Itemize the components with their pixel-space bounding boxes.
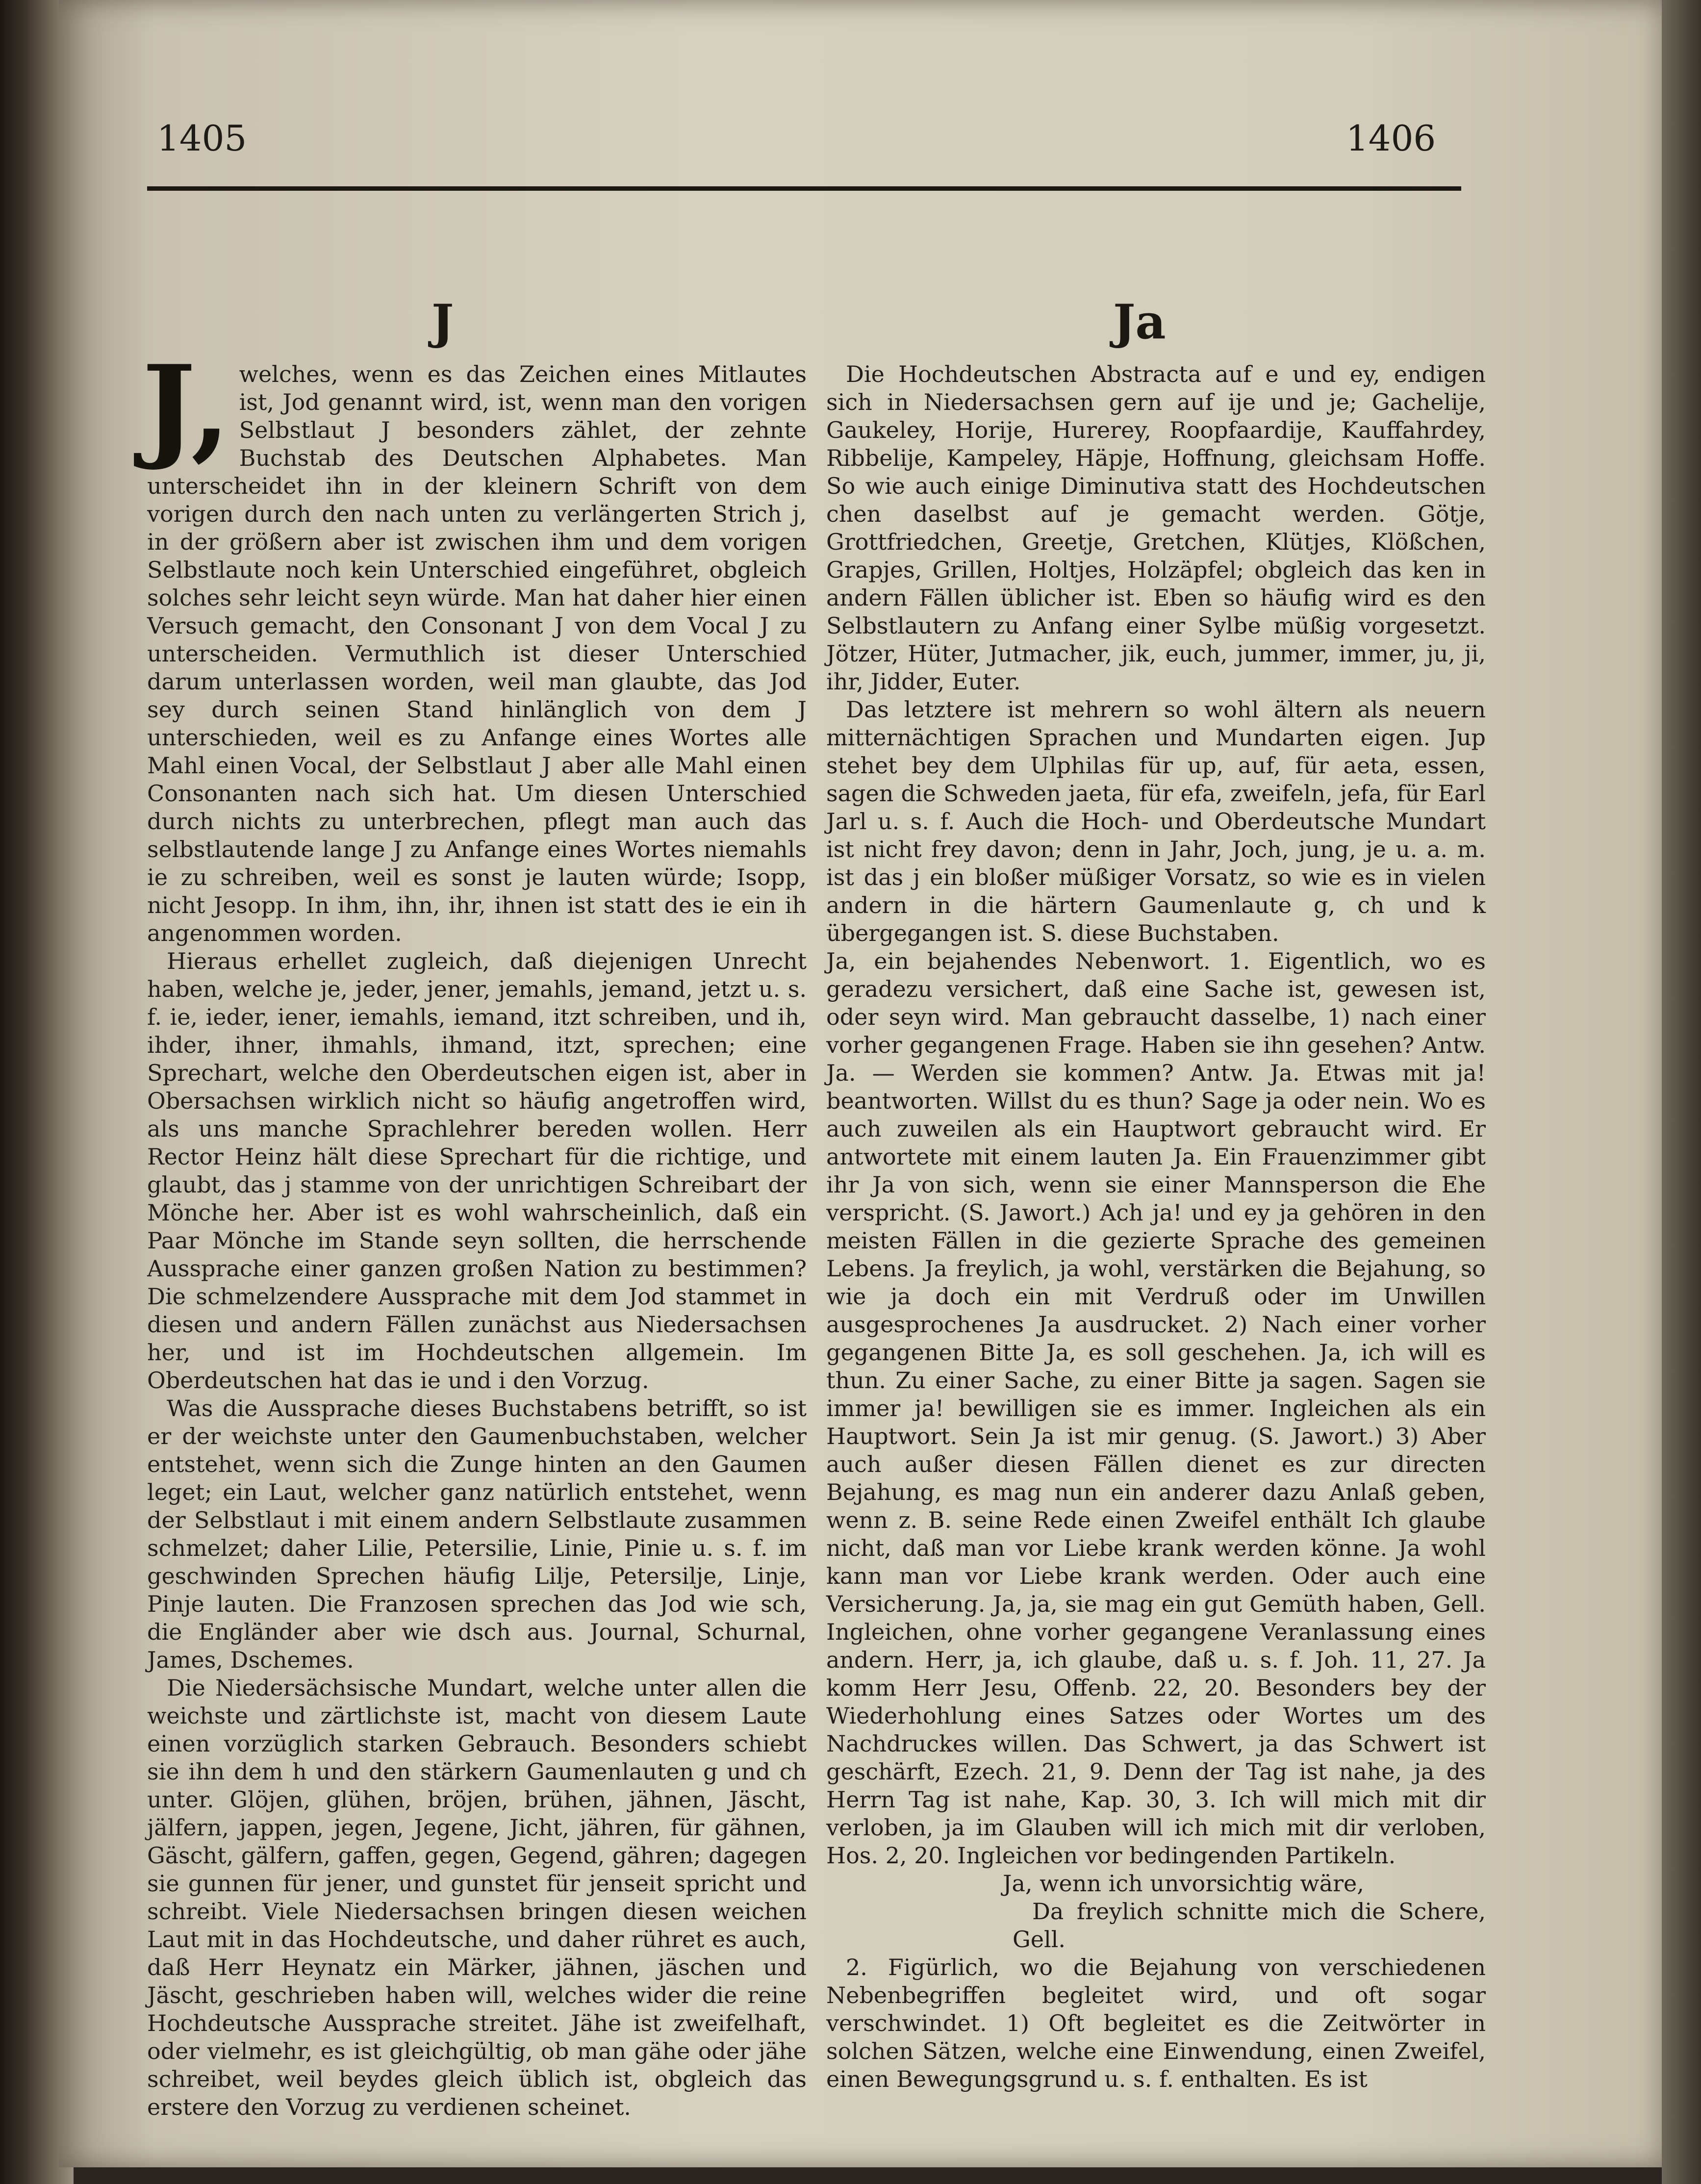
drop-cap: J, xyxy=(142,341,230,473)
left-paragraph-2: Hieraus erhellet zugleich, daß diejenigen Unrecht haben, welche je, jeder, jener, jemahls, jemand, jetzt u. s. f. ie, ieder, iener, iemahls, iemand, itzt schreiben, und ih, ihder, ihner, ihmahls, ihmand, itzt, sprechen; eine Sprechart, welche den Oberdeutschen eigen ist, aber in Obersachsen wirklich nicht so häufig angetroffen wird, als uns manche Sprachlehrer bereden wollen. Herr Rector Heinz hält diese Sprechart für die richtige, und glaubt, das j stamme von der unrichtigen Schreibart der Mönche her. Aber ist es wohl wahrscheinlich, daß ein Paar Mönche im Stande seyn sollten, die herrschende Aussprache einer ganzen großen Nation zu bestimmen? Die schmelzendere Aussprache mit dem Jod stammet in diesen und andern Fällen zunächst aus Niedersachsen her, und ist im Hochdeutschen allgemein. Im Oberdeutschen hat das ie und i den Vorzug. xyxy=(147,948,807,1394)
left-paragraph-1-text: welches, wenn es das Zeichen eines Mitlautes ist, Jod genannt wird, ist, wenn man den vorigen Selbstlaut J besonders zählet, der zehnte Buchstab des Deutschen Alphabetes. Man unterscheidet ihn in der kleinern Schrift von dem vorigen durch den nach unten zu verlängerten Strich j, in der größern aber ist zwischen ihm und dem vorigen Selbstlaute noch kein Unterschied eingeführet, obgleich solches sehr leicht seyn würde. Man hat daher hier einen Versuch gemacht, den Consonant J von dem Vocal J zu unterscheiden. Vermuthlich ist dieser Unterschied darum unterlassen worden, weil man glaubte, das Jod sey durch seinen Stand hinlänglich von dem J unterschieden, weil es zu Anfange eines Wortes alle Mahl einen Vocal, der Selbstlaut J aber alle Mahl einen Consonanten nach sich hat. Um diesen Unterschied durch nichts zu unterbrechen, pflegt man auch das selbstlautende lange J zu Anfange eines Wortes niemahls ie zu schreiben, weil es sonst je lauten würde; Isopp, nicht Jesopp. In ihm, ihn, ihr, ihnen ist statt des ie ein ih angenommen worden. xyxy=(147,361,807,946)
left-paragraph-1 xyxy=(142,341,807,947)
verse-line-1: Ja, wenn ich unvorsichtig wäre, xyxy=(1003,1870,1364,1897)
right-page-number: 1406 xyxy=(1346,118,1436,159)
page-edge xyxy=(1662,0,1701,2184)
right-paragraph-final: 2. Figürlich, wo die Bejahung von verschiedenen Nebenbegriffen begleitet wird, und oft sogar verschwindet. 1) Oft begleitet es die Zeitwörter in solchen Sätzen, welche eine Einwendung, einen Zweifel, einen Bewegungsgrund u. s. f. enthalten. Es ist xyxy=(826,1954,1486,2092)
left-page-number: 1405 xyxy=(157,118,247,159)
left-column-heading: J xyxy=(432,294,454,350)
left-paragraph-4: Die Niedersächsische Mundart, welche unter allen die weichste und zärtlichste ist, macht von diesem Laute einen vorzüglich starken Gebrauch. Besonders schiebt sie ihn dem h und den stärkern Gaumenlauten g und ch unter. Glöjen, glühen, bröjen, brühen, jähnen, Jäscht, jälfern, jappen, jegen, Jegene, Jicht, jähren, für gähnen, Gäscht, gälfern, gaffen, gegen, Gegend, gähren; dagegen sie gunnen für jener, und gunstet für jenseit spricht und schreibt. Viele Niedersachsen bringen diesen weichen Laut mit in das Hochdeutsche, und daher rühret es auch, daß Herr Heynatz ein Märker, jähnen, jäschen und Jäscht, geschrieben haben will, welches wider die reine Hochdeutsche Aussprache streitet. Jähe ist zweifelhaft, oder vielmehr, es ist gleichgültig, ob man gähe oder jähe schreibet, weil beydes gleich üblich ist, obgleich das erstere den Vorzug zu verdienen scheinet. xyxy=(147,1675,807,2120)
right-paragraph-2: Das letztere ist mehrern so wohl ältern als neuern mitternächtigen Sprachen und Mundarten eigen. Jup stehet bey dem Ulphilas für up, auf, für aeta, essen, sagen die Schweden jaeta, für efa, zweifeln, jefa, für Earl Jarl u. s. f. Auch die Hoch- und Oberdeutsche Mundart ist nicht frey davon; denn in Jahr, Joch, jung, je u. a. m. ist das j ein bloßer müßiger Vorsatz, so wie es in vielen andern in die härtern Gaumenlaute g, ch und k übergegangen ist. S. diese Buchstaben. xyxy=(826,696,1486,946)
header-rule xyxy=(147,186,1461,191)
right-column-heading: Ja xyxy=(1113,294,1166,350)
left-paragraph-3: Was die Aussprache dieses Buchstabens betrifft, so ist er der weichste unter den Gaumenbuchstaben, welcher entstehet, wenn sich die Zunge hinten an den Gaumen leget; ein Laut, welcher ganz natürlich entstehet, wenn der Selbstlaut i mit einem andern Selbstlaute zusammen schmelzet; daher Lilie, Petersilie, Linie, Pinie u. s. f. im geschwinden Sprechen häufig Lilje, Petersilje, Linje, Pinje lauten. Die Franzosen sprechen das Jod wie sch, die Engländer aber wie dsch aus. Journal, Schurnal, James, Dschemes. xyxy=(147,1395,807,1673)
entry-ja: Ja, ein bejahendes Nebenwort. 1. Eigentlich, wo es geradezu versichert, daß eine Sache ist, gewesen ist, oder seyn wird. Man gebraucht dasselbe, 1) nach einer vorher gegangenen Frage. Haben sie ihn gesehen? Antw. Ja. — Werden sie kommen? Antw. Ja. Etwas mit ja! beantworten. Willst du es thun? Sage ja oder nein. Wo es auch zuweilen als ein Hauptwort gebraucht wird. Er antwortete mit einem lauten Ja. Ein Frauenzimmer gibt ihr Ja von sich, wenn sie einer Mannsperson die Ehe verspricht. (S. Jawort.) Ach ja! und ey ja gehören in den meisten Fällen in die gezierte Sprache des gemeinen Lebens. Ja freylich, ja wohl, verstärken die Bejahung, so wie ja doch ein mit Verdruß oder im Unwillen ausgesprochenes Ja ausdrucket. 2) Nach einer vorher gegangenen Bitte Ja, es soll geschehen. Ja, ich will es thun. Zu einer Sache, zu einer Bitte ja sagen. Sagen sie immer ja! bewilligen sie es immer. Ingleichen als ein Hauptwort. Sein Ja ist mir genug. (S. Jawort.) 3) Aber auch außer diesen Fällen dienet es zur directen Bejahung, es mag nun ein anderer dazu Anlaß geben, wenn z. B. seine Rede einen Zweifel enthält Ich glaube nicht, daß man vor Liebe krank werden könne. Ja wohl kann man vor Liebe krank werden. Oder auch eine Versicherung. Ja, ja, sie mag ein gut Gemüth haben, Gell. Ingleichen, ohne vorher gegangene Veranlassung eines andern. Herr, ja, ich glaube, daß u. s. f. Joh. 11, 27. Ja komm Herr Jesu, Offenb. 22, 20. Besonders bey der Wiederhohlung eines Satzes oder Wortes um des Nachdruckes willen. Das Schwert, ja das Schwert ist geschärft, Ezech. 21, 9. Denn der Tag ist nahe, ja des Herrn Tag ist nahe, Kap. 30, 3. Ich will mich mit dir verloben, ja im Glauben will ich mich mit dir verloben, Hos. 2, 20. Ingleichen vor bedingenden Partikeln. xyxy=(826,948,1486,1869)
verse-line-2: Da freylich schnitte mich die Schere, Gell. xyxy=(1013,1898,1486,1953)
right-column xyxy=(826,360,1486,2093)
right-paragraph-1: Die Hochdeutschen Abstracta auf e und ey, endigen sich in Niedersachsen gern auf ije und je; Gachelije, Gaukeley, Horije, Hurerey, Roopfaardije, Kauffahrdey, Ribbelije, Kampeley, Häpje, Hoffnung, gleichsam Hoffe. So wie auch einige Diminutiva statt des Hochdeutschen chen daselbst auf je gemacht werden. Götje, Grottfriedchen, Greetje, Gretchen, Klütjes, Klößchen, Grapjes, Grillen, Holtjes, Holzäpfel; obgleich das ken in andern Fällen üblicher ist. Eben so häufig wird es den Selbstlautern zu Anfang einer Sylbe müßig vorgesetzt. Jötzer, Hüter, Jutmacher, jik, euch, jummer, immer, ju, ji, ihr, Jidder, Euter. xyxy=(826,361,1486,695)
left-column xyxy=(142,341,807,2121)
